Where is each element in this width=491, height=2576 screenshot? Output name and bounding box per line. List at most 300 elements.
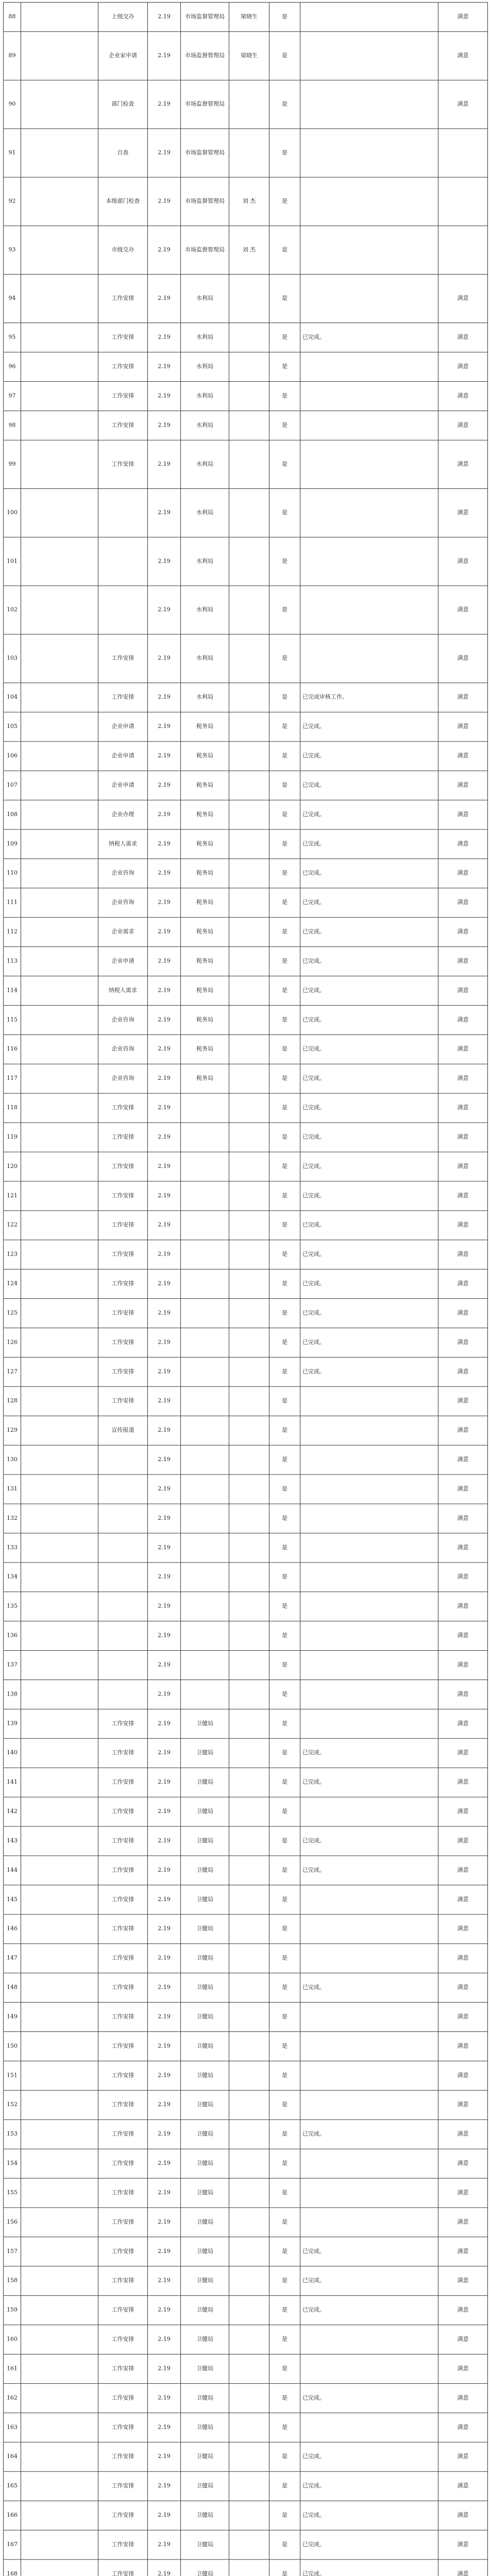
task-description-cell [21, 586, 98, 634]
task-description-cell [21, 2296, 98, 2325]
date-cell: 2.19 [148, 411, 181, 440]
responsible-person-cell [229, 2061, 269, 2090]
responsible-unit-cell [181, 1328, 229, 1357]
satisfaction-cell: 满意 [438, 1914, 488, 1944]
progress-cell: 已完成。 [300, 859, 438, 888]
task-source-cell: 工作安排 [98, 2178, 148, 2208]
table-row [4, 226, 488, 274]
responsible-person-cell [229, 1914, 269, 1944]
progress-cell [300, 1504, 438, 1533]
responsible-person-cell [229, 829, 269, 859]
completed-flag-cell: 是 [269, 2471, 300, 2501]
row-number-cell: 136 [4, 1621, 21, 1651]
progress-cell [300, 537, 438, 586]
responsible-person-cell [229, 2266, 269, 2296]
progress-cell [300, 80, 438, 129]
progress-cell [300, 2061, 438, 2090]
responsible-unit-cell: 卫健局 [181, 2031, 229, 2061]
task-source-cell: 工作安排 [98, 274, 148, 323]
date-cell: 2.19 [148, 2296, 181, 2325]
progress-cell [300, 1533, 438, 1563]
responsible-unit-cell: 卫健局 [181, 2471, 229, 2501]
responsible-unit-cell: 税务局 [181, 976, 229, 1005]
satisfaction-cell: 满意 [438, 2325, 488, 2354]
responsible-unit-cell: 税务局 [181, 829, 229, 859]
responsible-unit-cell [181, 1240, 229, 1269]
row-number-cell: 144 [4, 1856, 21, 1885]
responsible-unit-cell: 卫健局 [181, 2325, 229, 2354]
date-cell: 2.19 [148, 2325, 181, 2354]
responsible-unit-cell [181, 1181, 229, 1211]
task-description-cell [21, 1621, 98, 1651]
progress-cell [300, 274, 438, 323]
task-source-cell: 纳税人需求 [98, 976, 148, 1005]
row-number-cell: 130 [4, 1445, 21, 1475]
row-number-cell: 151 [4, 2061, 21, 2090]
row-number-cell: 155 [4, 2178, 21, 2208]
responsible-person-cell [229, 1504, 269, 1533]
completed-flag-cell: 是 [269, 274, 300, 323]
date-cell: 2.19 [148, 1826, 181, 1856]
progress-cell: 已完成。 [300, 1005, 438, 1035]
progress-cell: 已完成。 [300, 1064, 438, 1093]
table-row [4, 2560, 488, 2576]
task-source-cell: 企业申请 [98, 712, 148, 741]
responsible-person-cell: 梁晓生 [229, 31, 269, 80]
progress-cell [300, 440, 438, 488]
task-source-cell: 工作安排 [98, 2296, 148, 2325]
progress-cell [300, 1475, 438, 1504]
responsible-unit-cell: 税务局 [181, 947, 229, 976]
row-number-cell: 160 [4, 2325, 21, 2354]
row-number-cell: 98 [4, 411, 21, 440]
task-source-cell: 企业咨询 [98, 859, 148, 888]
row-number-cell: 146 [4, 1914, 21, 1944]
responsible-person-cell [229, 1944, 269, 1973]
responsible-unit-cell [181, 1093, 229, 1123]
responsible-unit-cell: 卫健局 [181, 1797, 229, 1826]
table-row [4, 712, 488, 741]
responsible-person-cell [229, 586, 269, 634]
responsible-unit-cell: 市场监督管理局 [181, 80, 229, 129]
date-cell: 2.19 [148, 1944, 181, 1973]
completed-flag-cell: 是 [269, 1299, 300, 1328]
completed-flag-cell: 是 [269, 31, 300, 80]
responsible-person-cell [229, 1651, 269, 1680]
responsible-person-cell [229, 352, 269, 382]
table-row [4, 2149, 488, 2178]
table-row [4, 976, 488, 1005]
completed-flag-cell: 是 [269, 352, 300, 382]
progress-cell: 已完成。 [300, 918, 438, 947]
satisfaction-cell: 满意 [438, 1768, 488, 1797]
task-source-cell [98, 586, 148, 634]
satisfaction-cell: 满意 [438, 634, 488, 683]
task-description-cell [21, 381, 98, 411]
progress-cell: 已完成。 [300, 2120, 438, 2149]
responsible-unit-cell [181, 1123, 229, 1152]
satisfaction-cell: 满意 [438, 2471, 488, 2501]
responsible-person-cell [229, 800, 269, 829]
responsible-person-cell [229, 741, 269, 771]
table-row [4, 1445, 488, 1475]
responsible-person-cell [229, 2003, 269, 2032]
progress-cell [300, 2149, 438, 2178]
row-number-cell: 133 [4, 1533, 21, 1563]
responsible-unit-cell: 税务局 [181, 800, 229, 829]
task-description-cell [21, 2325, 98, 2354]
table-row [4, 1357, 488, 1386]
table-row [4, 2296, 488, 2325]
responsible-person-cell [229, 2296, 269, 2325]
satisfaction-cell: 满意 [438, 2003, 488, 2032]
satisfaction-cell: 满意 [438, 712, 488, 741]
table-row [4, 1592, 488, 1621]
task-source-cell: 企业咨询 [98, 1064, 148, 1093]
table-row [4, 1005, 488, 1035]
progress-cell [300, 1914, 438, 1944]
responsible-unit-cell: 水利局 [181, 634, 229, 683]
table-row [4, 1914, 488, 1944]
task-description-cell [21, 1885, 98, 1914]
table-row [4, 489, 488, 537]
date-cell: 2.19 [148, 1240, 181, 1269]
responsible-person-cell [229, 2471, 269, 2501]
task-description-cell [21, 712, 98, 741]
row-number-cell: 127 [4, 1357, 21, 1386]
responsible-unit-cell: 卫健局 [181, 2296, 229, 2325]
responsible-person-cell [229, 2413, 269, 2442]
row-number-cell: 95 [4, 323, 21, 352]
task-source-cell: 工作安排 [98, 1299, 148, 1328]
satisfaction-cell: 满意 [438, 1738, 488, 1768]
row-number-cell: 116 [4, 1035, 21, 1064]
date-cell: 2.19 [148, 2, 181, 31]
table-row [4, 683, 488, 712]
responsible-person-cell: 刘 杰 [229, 177, 269, 226]
row-number-cell: 153 [4, 2120, 21, 2149]
task-source-cell [98, 1680, 148, 1709]
completed-flag-cell: 是 [269, 2237, 300, 2266]
progress-cell [300, 1885, 438, 1914]
responsible-unit-cell: 税务局 [181, 918, 229, 947]
responsible-person-cell [229, 2208, 269, 2237]
row-number-cell: 92 [4, 177, 21, 226]
table-row [4, 411, 488, 440]
row-number-cell: 93 [4, 226, 21, 274]
table-row [4, 1181, 488, 1211]
task-source-cell: 工作安排 [98, 1856, 148, 1885]
row-number-cell: 128 [4, 1386, 21, 1416]
satisfaction-cell: 满意 [438, 1973, 488, 2003]
row-number-cell: 90 [4, 80, 21, 129]
task-description-cell [21, 226, 98, 274]
task-source-cell: 纳税人需求 [98, 829, 148, 859]
satisfaction-cell: 满意 [438, 1504, 488, 1533]
table-row [4, 2325, 488, 2354]
table-row [4, 2090, 488, 2120]
progress-cell: 已完成。 [300, 2237, 438, 2266]
satisfaction-cell [438, 129, 488, 177]
date-cell: 2.19 [148, 2061, 181, 2090]
row-number-cell: 100 [4, 489, 21, 537]
row-number-cell: 91 [4, 129, 21, 177]
satisfaction-cell: 满意 [438, 323, 488, 352]
responsible-unit-cell: 卫健局 [181, 2413, 229, 2442]
completed-flag-cell: 是 [269, 888, 300, 918]
satisfaction-cell: 满意 [438, 2354, 488, 2384]
task-description-cell [21, 1592, 98, 1621]
task-source-cell: 企业办理 [98, 800, 148, 829]
satisfaction-cell: 满意 [438, 2, 488, 31]
progress-cell [300, 411, 438, 440]
responsible-person-cell [229, 537, 269, 586]
table-row [4, 31, 488, 80]
completed-flag-cell: 是 [269, 2296, 300, 2325]
date-cell: 2.19 [148, 381, 181, 411]
table-row [4, 1680, 488, 1709]
date-cell: 2.19 [148, 888, 181, 918]
responsible-unit-cell: 卫健局 [181, 2266, 229, 2296]
task-description-cell [21, 177, 98, 226]
responsible-unit-cell: 市场监督管理局 [181, 226, 229, 274]
task-description-cell [21, 771, 98, 800]
progress-cell: 已完成。 [300, 2560, 438, 2576]
responsible-person-cell [229, 129, 269, 177]
date-cell: 2.19 [148, 2031, 181, 2061]
completed-flag-cell: 是 [269, 489, 300, 537]
satisfaction-cell: 满意 [438, 2501, 488, 2530]
date-cell: 2.19 [148, 712, 181, 741]
satisfaction-cell: 满意 [438, 2530, 488, 2560]
completed-flag-cell: 是 [269, 1768, 300, 1797]
row-number-cell: 135 [4, 1592, 21, 1621]
responsible-person-cell [229, 1357, 269, 1386]
row-number-cell: 110 [4, 859, 21, 888]
progress-cell [300, 1944, 438, 1973]
completed-flag-cell: 是 [269, 226, 300, 274]
progress-cell: 已完成。 [300, 888, 438, 918]
task-source-cell [98, 1504, 148, 1533]
satisfaction-cell: 满意 [438, 859, 488, 888]
completed-flag-cell: 是 [269, 1357, 300, 1386]
task-description-cell [21, 1651, 98, 1680]
task-description-cell [21, 2442, 98, 2471]
date-cell: 2.19 [148, 1005, 181, 1035]
responsible-person-cell [229, 1445, 269, 1475]
task-description-cell [21, 859, 98, 888]
date-cell: 2.19 [148, 1152, 181, 1181]
table-row [4, 741, 488, 771]
completed-flag-cell: 是 [269, 1064, 300, 1093]
date-cell: 2.19 [148, 2266, 181, 2296]
satisfaction-cell: 满意 [438, 2266, 488, 2296]
row-number-cell: 132 [4, 1504, 21, 1533]
completed-flag-cell: 是 [269, 712, 300, 741]
responsible-unit-cell: 水利局 [181, 586, 229, 634]
satisfaction-cell: 满意 [438, 2383, 488, 2413]
completed-flag-cell: 是 [269, 1856, 300, 1885]
task-description-cell [21, 1035, 98, 1064]
responsible-person-cell [229, 489, 269, 537]
completed-flag-cell: 是 [269, 1445, 300, 1475]
responsible-unit-cell: 税务局 [181, 1064, 229, 1093]
table-row [4, 1386, 488, 1416]
task-description-cell [21, 918, 98, 947]
task-description-cell [21, 1005, 98, 1035]
completed-flag-cell: 是 [269, 1797, 300, 1826]
date-cell: 2.19 [148, 1914, 181, 1944]
satisfaction-cell: 满意 [438, 537, 488, 586]
responsible-unit-cell: 市场监督管理局 [181, 129, 229, 177]
table-row [4, 1533, 488, 1563]
satisfaction-cell: 满意 [438, 1152, 488, 1181]
table-row [4, 1064, 488, 1093]
row-number-cell: 113 [4, 947, 21, 976]
completed-flag-cell: 是 [269, 2530, 300, 2560]
table-row [4, 1093, 488, 1123]
completed-flag-cell: 是 [269, 859, 300, 888]
date-cell: 2.19 [148, 1651, 181, 1680]
responsible-person-cell [229, 1826, 269, 1856]
responsible-person-cell [229, 2120, 269, 2149]
row-number-cell: 102 [4, 586, 21, 634]
progress-cell [300, 586, 438, 634]
completed-flag-cell: 是 [269, 537, 300, 586]
completed-flag-cell: 是 [269, 2061, 300, 2090]
responsible-unit-cell: 水利局 [181, 440, 229, 488]
progress-cell: 已完成。 [300, 1269, 438, 1299]
completed-flag-cell: 是 [269, 411, 300, 440]
date-cell: 2.19 [148, 1123, 181, 1152]
task-description-cell [21, 537, 98, 586]
table-row [4, 1328, 488, 1357]
responsible-person-cell [229, 2560, 269, 2576]
date-cell: 2.19 [148, 586, 181, 634]
progress-cell: 已完成。 [300, 1152, 438, 1181]
row-number-cell: 159 [4, 2296, 21, 2325]
task-source-cell: 工作安排 [98, 1826, 148, 1856]
progress-cell: 已完成审核工作。 [300, 683, 438, 712]
row-number-cell: 162 [4, 2383, 21, 2413]
row-number-cell: 89 [4, 31, 21, 80]
responsible-unit-cell [181, 1475, 229, 1504]
responsible-unit-cell: 卫健局 [181, 1856, 229, 1885]
progress-cell: 已完成。 [300, 829, 438, 859]
task-description-cell [21, 1768, 98, 1797]
date-cell: 2.19 [148, 1299, 181, 1328]
date-cell: 2.19 [148, 1680, 181, 1709]
date-cell: 2.19 [148, 2383, 181, 2413]
responsible-unit-cell: 卫健局 [181, 2178, 229, 2208]
date-cell: 2.19 [148, 323, 181, 352]
task-description-cell [21, 1211, 98, 1240]
responsible-person-cell: 梁晓生 [229, 2, 269, 31]
task-source-cell: 工作安排 [98, 2120, 148, 2149]
completed-flag-cell: 是 [269, 1240, 300, 1269]
date-cell: 2.19 [148, 2090, 181, 2120]
task-description-cell [21, 1181, 98, 1211]
satisfaction-cell: 满意 [438, 31, 488, 80]
satisfaction-cell: 满意 [438, 947, 488, 976]
task-source-cell: 工作安排 [98, 1944, 148, 1973]
task-source-cell: 工作安排 [98, 2208, 148, 2237]
completed-flag-cell: 是 [269, 2208, 300, 2237]
row-number-cell: 122 [4, 1211, 21, 1240]
table-row [4, 440, 488, 488]
responsible-person-cell [229, 2237, 269, 2266]
task-description-cell [21, 800, 98, 829]
date-cell: 2.19 [148, 2178, 181, 2208]
satisfaction-cell: 满意 [438, 888, 488, 918]
row-number-cell: 142 [4, 1797, 21, 1826]
satisfaction-cell: 满意 [438, 1035, 488, 1064]
task-source-cell: 工作安排 [98, 1709, 148, 1738]
progress-cell: 已完成。 [300, 2296, 438, 2325]
task-source-cell: 自查 [98, 129, 148, 177]
row-number-cell: 158 [4, 2266, 21, 2296]
date-cell: 2.19 [148, 1709, 181, 1738]
responsible-person-cell: 刘 杰 [229, 226, 269, 274]
date-cell: 2.19 [148, 2149, 181, 2178]
responsible-person-cell [229, 2501, 269, 2530]
task-source-cell: 工作安排 [98, 1181, 148, 1211]
task-description-cell [21, 1797, 98, 1826]
responsible-unit-cell [181, 1680, 229, 1709]
completed-flag-cell: 是 [269, 741, 300, 771]
progress-cell: 已完成。 [300, 2442, 438, 2471]
satisfaction-cell: 满意 [438, 976, 488, 1005]
date-cell: 2.19 [148, 1768, 181, 1797]
row-number-cell: 88 [4, 2, 21, 31]
responsible-person-cell [229, 947, 269, 976]
task-source-cell: 企业申请 [98, 771, 148, 800]
responsible-unit-cell: 卫健局 [181, 2003, 229, 2032]
date-cell: 2.19 [148, 1445, 181, 1475]
responsible-person-cell [229, 1533, 269, 1563]
satisfaction-cell: 满意 [438, 489, 488, 537]
responsible-person-cell [229, 1211, 269, 1240]
responsible-person-cell [229, 683, 269, 712]
responsible-unit-cell: 卫健局 [181, 2442, 229, 2471]
task-description-cell [21, 2090, 98, 2120]
row-number-cell: 129 [4, 1416, 21, 1445]
task-source-cell: 工作安排 [98, 1768, 148, 1797]
task-description-cell [21, 1563, 98, 1592]
date-cell: 2.19 [148, 1621, 181, 1651]
row-number-cell: 126 [4, 1328, 21, 1357]
table-row [4, 1797, 488, 1826]
responsible-person-cell [229, 2325, 269, 2354]
responsible-unit-cell: 卫健局 [181, 2501, 229, 2530]
responsible-unit-cell: 卫健局 [181, 1826, 229, 1856]
task-description-cell [21, 2, 98, 31]
table-row [4, 2120, 488, 2149]
responsible-unit-cell: 市场监督管理局 [181, 2, 229, 31]
table-row [4, 2003, 488, 2032]
table-row [4, 2178, 488, 2208]
progress-cell [300, 177, 438, 226]
task-description-cell [21, 1093, 98, 1123]
completed-flag-cell: 是 [269, 1738, 300, 1768]
responsible-unit-cell [181, 1621, 229, 1651]
task-description-cell [21, 1914, 98, 1944]
satisfaction-cell: 满意 [438, 1416, 488, 1445]
responsible-person-cell [229, 1680, 269, 1709]
responsible-unit-cell: 水利局 [181, 411, 229, 440]
progress-cell: 已完成。 [300, 2501, 438, 2530]
responsible-unit-cell [181, 1211, 229, 1240]
